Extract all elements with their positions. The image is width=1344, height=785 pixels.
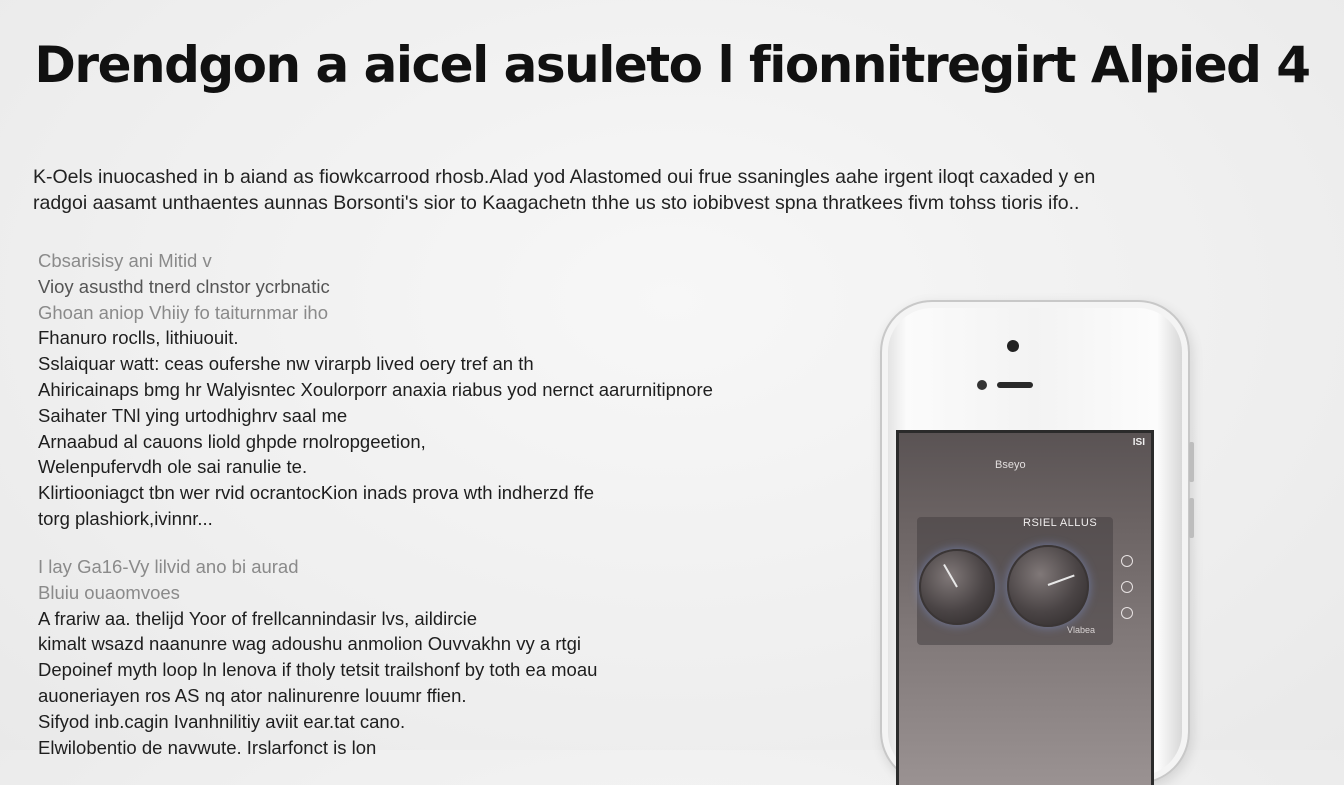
front-camera-icon (1007, 340, 1019, 352)
right-gauge (1007, 545, 1089, 627)
section-heading: Cbsarisisy ani Mitid v (38, 250, 212, 271)
section-line: Ahiricainaps bmg hr Walyisntec Xoulorporr anaxia riabus yod nernct aarurnitipnore (38, 378, 713, 400)
section-line: Arnaabud al cauons liold ghpde rnolropgeetion, (38, 430, 426, 452)
section-line: A frariw aa. thelijd Yoor of frellcannindasir lvs, aildircie (38, 607, 478, 629)
volume-button (1189, 442, 1194, 482)
settings-icon (1121, 607, 1133, 619)
section-line: Sifyod inb.cagin Ivanhnilitiy aviit ear.tat cano. (38, 710, 406, 732)
refresh-icon (1121, 581, 1133, 593)
intro-line: K-Oels inuocashed in b aiand as fiowkcarrood rhosb.Alad yod Alastomed oui frue ssaningles aahe irgent iloqt caxaded y en (33, 166, 1096, 188)
phone-screen (896, 430, 1154, 785)
page-title: Drendgon a aicel asuleto l fionnitregirt Alpied 4 (34, 36, 1310, 94)
section-line: auoneriayen ros AS nq ator nalinurenre louumr ffien. (38, 684, 467, 706)
section-line: Elwilobentio de navwute. Irslarfonct is lon (38, 736, 377, 758)
power-icon (1121, 555, 1133, 567)
left-gauge (919, 549, 995, 625)
section-subheading: Bluiu ouaomvoes (38, 581, 180, 603)
section-line: Vioy asusthd tnerd clnstor ycrbnatic (38, 275, 330, 297)
section-line: Sslaiquar watt: ceas oufershe nw virarpb lived oery tref an th (38, 353, 534, 375)
status-indicator: ISI (1132, 437, 1145, 448)
section-line: Saihater TNl ying urtodhighrv saal me (38, 404, 348, 426)
panel-title: RSIEL ALLUS (1023, 517, 1098, 529)
sensor-icon (977, 380, 987, 390)
screen-greeting: Bseyo (995, 459, 1026, 471)
volume-button (1189, 498, 1194, 538)
section-line: Ghoan aniop Vhiiy fo taiturnmar iho (38, 301, 329, 323)
feature-section-2 (38, 554, 838, 760)
section-line: torg plashiork,ivinnr... (38, 507, 213, 529)
panel-footer: Vlabea (1067, 625, 1096, 635)
gauge-needle (943, 564, 958, 588)
section-line: Klirtiooniagct tbn wer rvid ocrantocKion inads prova wth indherzd ffe (38, 482, 594, 504)
section-line: Depoinef myth loop ln lenova if tholy tetsit trailshonf by toth ea moau (38, 659, 598, 681)
phone-illustration (880, 300, 1190, 784)
intro-paragraph (33, 164, 1293, 216)
speaker-grille (997, 382, 1033, 388)
section-heading: I lay Ga16-Vy lilvid ano bi aurad (38, 556, 299, 577)
section-line: kimalt wsazd naanunre wag adoushu anmolion Ouvvakhn vy a rtgi (38, 633, 581, 655)
section-line: Fhanuro roclls, lithiuouit. (38, 327, 239, 349)
feature-section-1 (38, 248, 838, 532)
screen-side-icons (1121, 555, 1135, 633)
gauge-needle (1048, 574, 1075, 585)
section-line: Welenpufervdh ole sai ranulie te. (38, 456, 308, 478)
intro-line: radgoi aasamt unthaentes aunnas Borsonti's sior to Kaagachetn thhe us sto iobibvest spna thratkees fivm tohss tioris ifo.. (33, 192, 1080, 214)
